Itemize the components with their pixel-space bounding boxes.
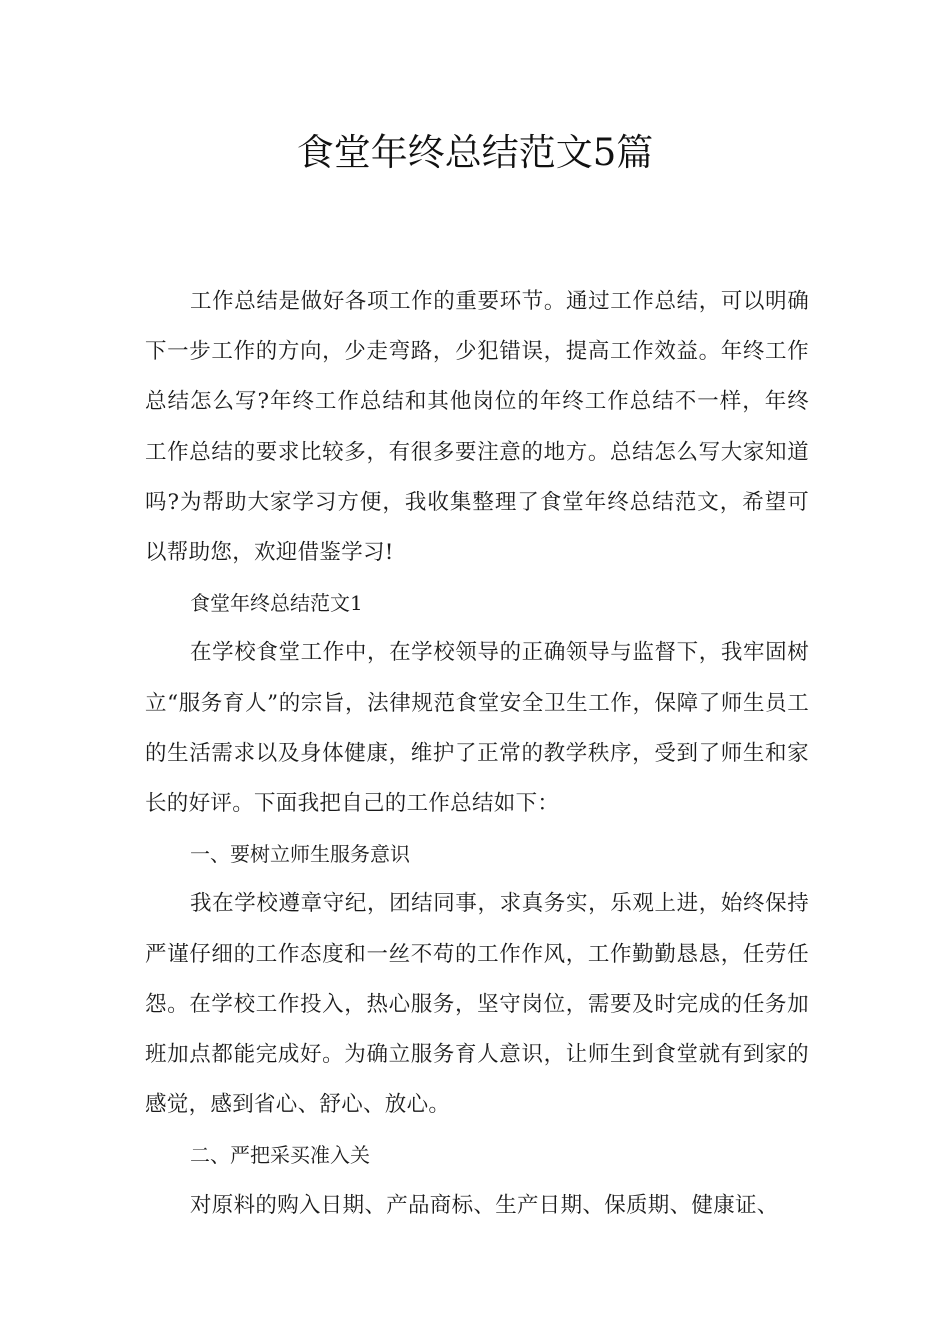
intro-paragraph: 工作总结是做好各项工作的重要环节。通过工作总结，可以明确下一步工作的方向，少走弯路，少犯错误，提高工作效益。年终工作总结怎么写?年终工作总结和其他岗位的年终工作总结不一样，年终工作总结的要求比较多，有很多要注意的地方。总结怎么写大家知道吗?为帮助大家学习方便，我收集整理了食堂年终总结范文，希望可以帮助您，欢迎借鉴学习! (145, 289, 809, 566)
document-title: 食堂年终总结范文5篇 (296, 131, 654, 174)
document-body (145, 277, 809, 1231)
body-paragraph: 我在学校遵章守纪，团结同事，求真务实，乐观上进，始终保持严谨仔细的工作态度和一丝不苟的工作作风，工作勤勤恳恳，任劳任怨。在学校工作投入，热心服务，坚守岗位，需要及时完成的任务加班加点都能完成好。为确立服务育人意识，让师生到食堂就有到家的感觉，感到省心、舒心、放心。 (145, 891, 809, 1118)
subsection-heading-1: 一、要树立师生服务意识 (190, 842, 410, 867)
body-paragraph: 对原料的购入日期、产品商标、生产日期、保质期、健康证、 (190, 1192, 779, 1218)
section-heading-sample-1: 食堂年终总结范文1 (190, 591, 363, 616)
body-paragraph: 在学校食堂工作中，在学校领导的正确领导与监督下，我牢固树立“服务育人”的宗旨，法律规范食堂安全卫生工作，保障了师生员工的生活需求以及身体健康，维护了正常的教学秩序，受到了师生和家长的好评。下面我把自己的工作总结如下： (145, 640, 809, 817)
subsection-heading-2: 二、严把采买准入关 (190, 1143, 370, 1168)
